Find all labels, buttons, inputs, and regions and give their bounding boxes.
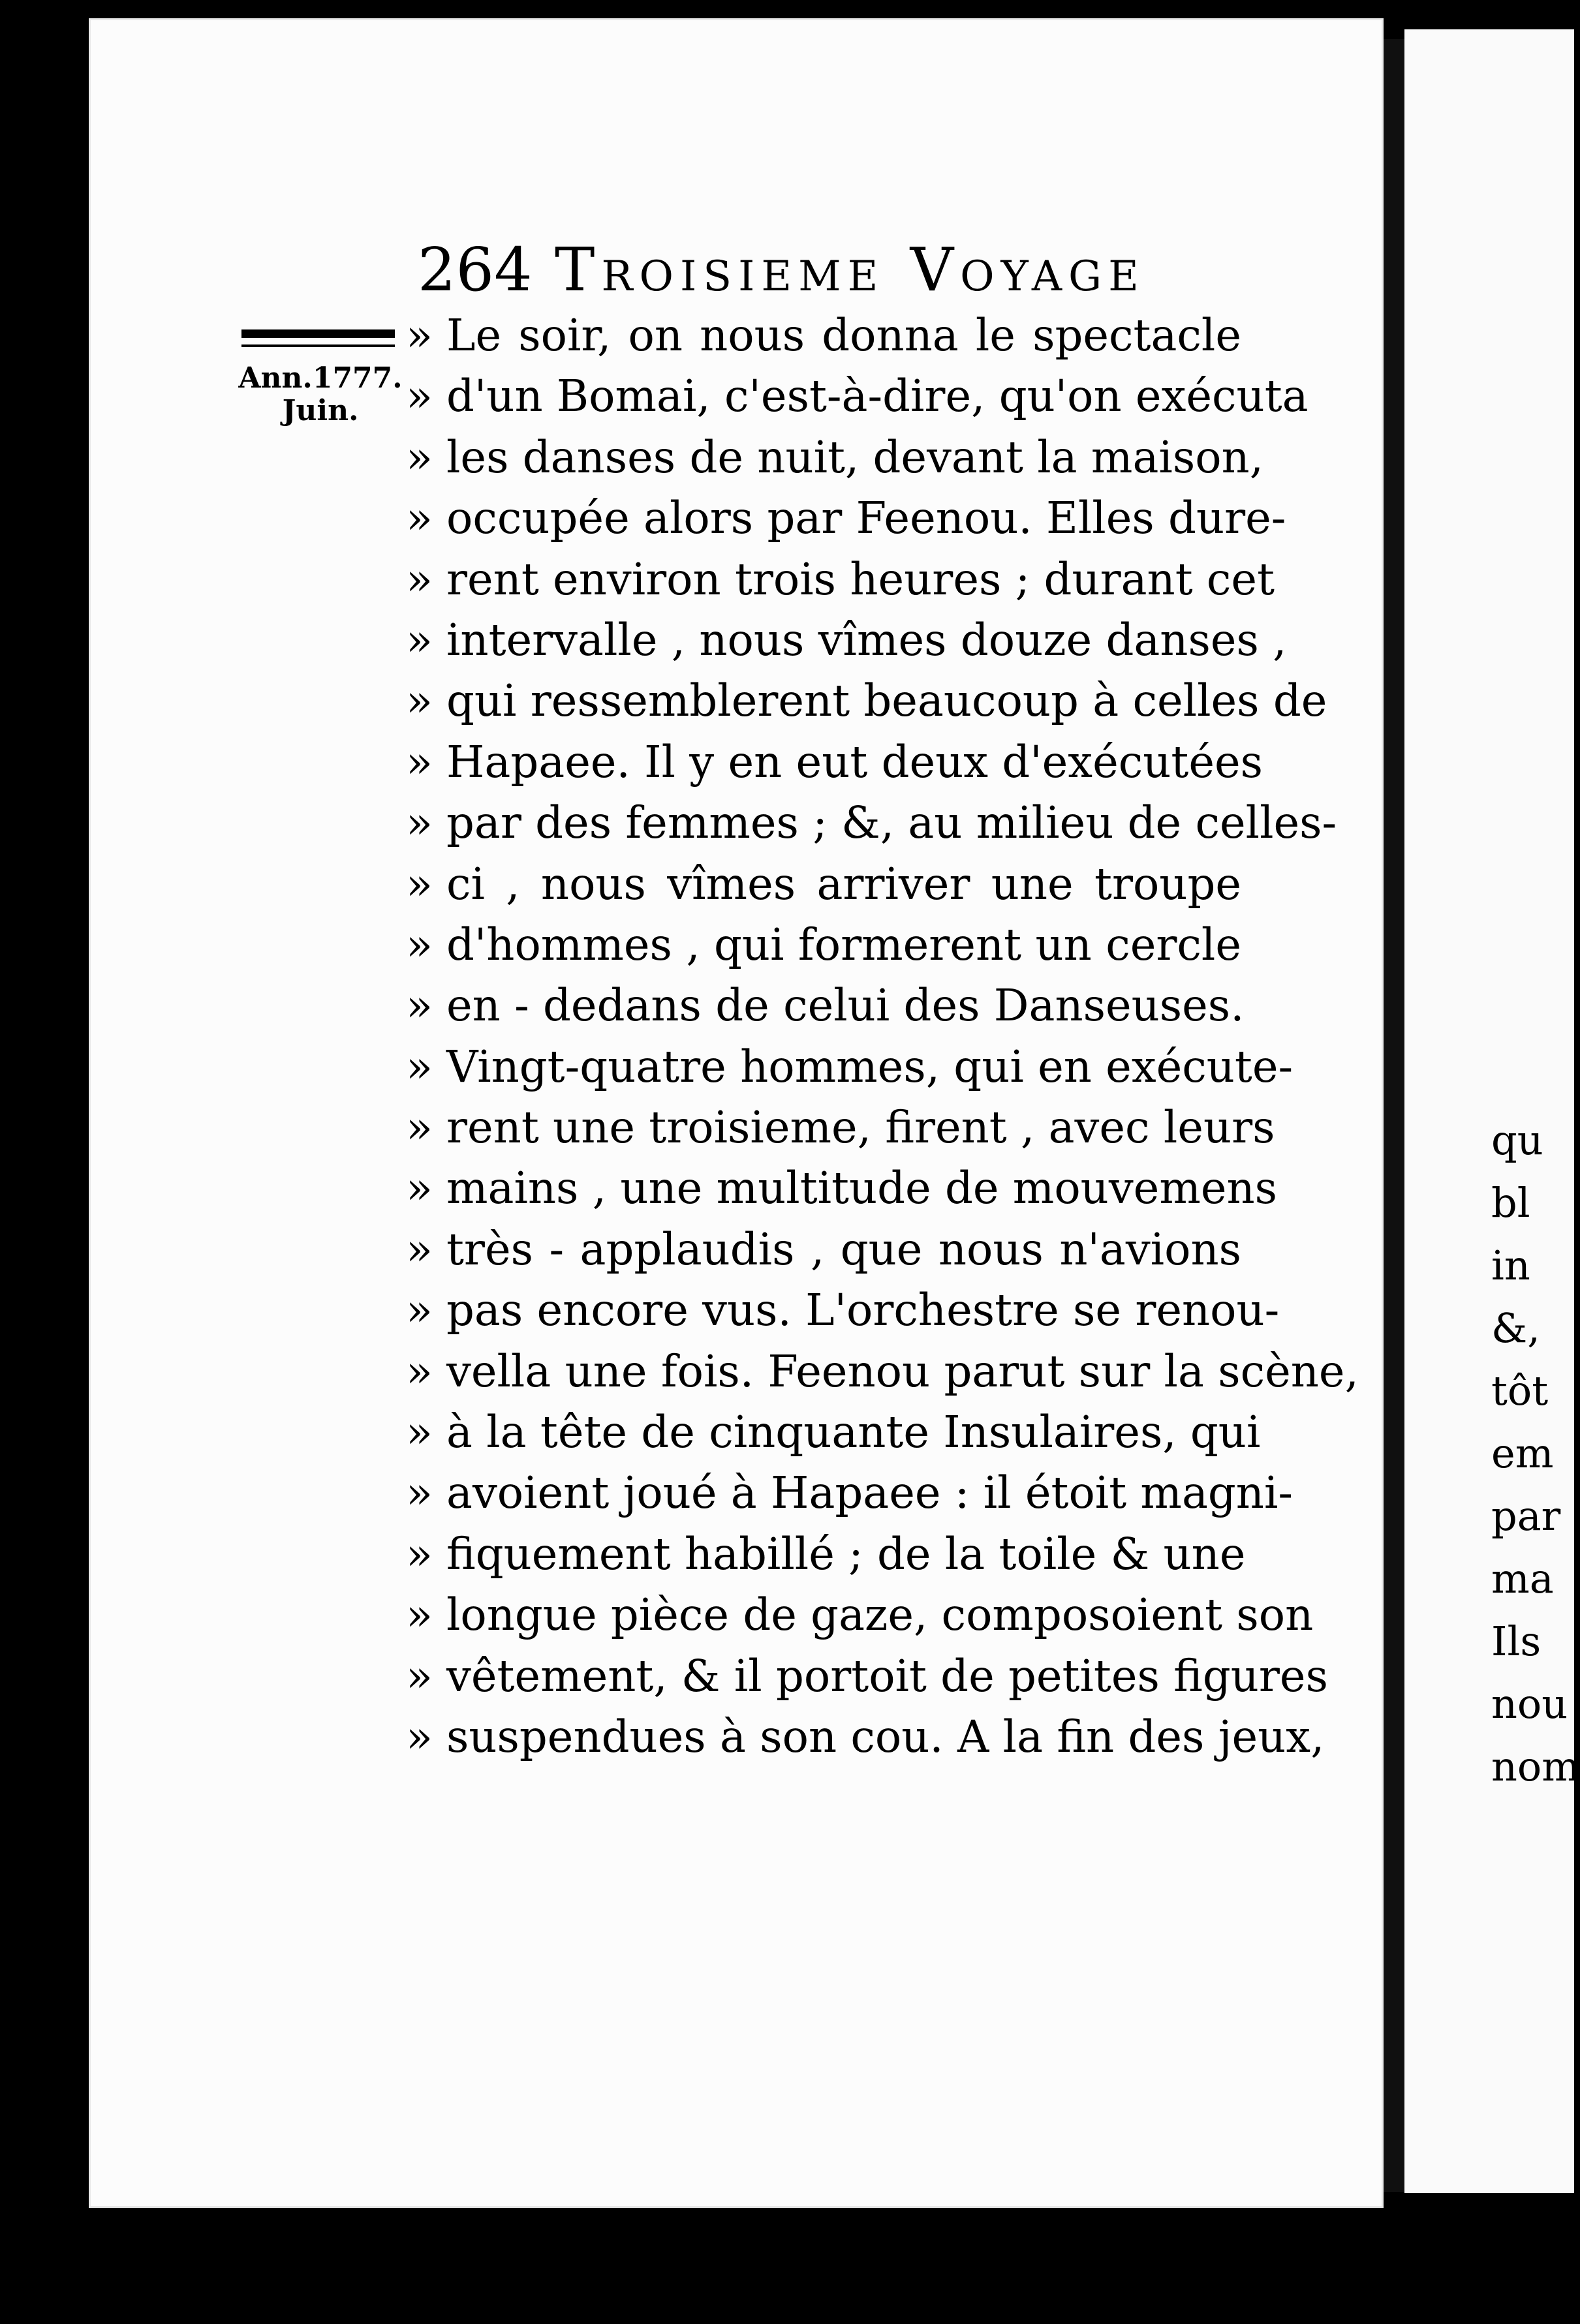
quote-mark: » (406, 919, 433, 970)
facing-page-fragment: in (1491, 1242, 1530, 1289)
line-text: mains , une multitude de mouvemens (446, 1163, 1278, 1214)
quote-mark: » (406, 1285, 433, 1336)
line-text: pas encore vus. L'orchestre se renou- (446, 1285, 1280, 1336)
body-text (406, 305, 1359, 1767)
quote-mark: » (406, 797, 433, 849)
facing-page-fragment: tôt (1491, 1367, 1549, 1414)
line-text: en - dedans de celui des Danseuses. (446, 980, 1245, 1032)
line-text: rent une troisieme, firent , avec leurs (446, 1102, 1275, 1154)
book-spine-gutter (1384, 39, 1404, 2192)
quote-mark: » (406, 614, 433, 665)
text-line (406, 1341, 1359, 1402)
quote-mark: » (406, 980, 433, 1032)
line-text: vella une fois. Feenou parut sur la scène, (446, 1345, 1359, 1397)
quote-mark: » (406, 371, 433, 422)
line-text: suspendues à son cou. A la fin des jeux, (446, 1711, 1325, 1762)
line-text: d'un Bomai, c'est-à-dire, qu'on exécuta (446, 371, 1309, 422)
quote-mark: » (406, 553, 433, 605)
text-line (406, 488, 1286, 549)
line-text: Vingt-quatre hommes, qui en exécute- (446, 1041, 1293, 1092)
quote-mark: » (406, 1711, 433, 1762)
quote-mark: » (406, 310, 433, 361)
quote-mark: » (406, 1041, 433, 1092)
line-text: rent environ trois heures ; durant cet (446, 553, 1275, 605)
line-text: qui ressemblerent beaucoup à celles de (446, 675, 1327, 727)
line-text: occupée alors par Feenou. Elles dure- (446, 493, 1286, 544)
facing-page-fragment: ma (1491, 1555, 1554, 1602)
text-line (406, 1524, 1246, 1585)
facing-page-fragment: em (1491, 1430, 1554, 1477)
margin-note-year: Ann.1777. (238, 361, 403, 395)
line-text: Hapaee. Il y en eut deux d'exécutées (446, 736, 1263, 787)
quote-mark: » (406, 858, 433, 910)
text-line (406, 366, 1309, 427)
text-line (406, 1463, 1293, 1523)
quote-mark: » (406, 1345, 433, 1397)
quote-mark: » (406, 1650, 433, 1702)
running-title: Troisieme Voyage (555, 235, 1145, 305)
margin-note-month: Juin. (282, 394, 359, 427)
text-line (406, 1037, 1293, 1097)
quote-mark: » (406, 1223, 433, 1275)
facing-page-fragment: par (1491, 1492, 1561, 1540)
text-line (406, 1097, 1275, 1158)
line-text: fiquement habillé ; de la toile & une (446, 1528, 1246, 1580)
text-line (406, 1707, 1325, 1767)
quote-mark: » (406, 1589, 433, 1641)
facing-page-fragment: bl (1491, 1179, 1530, 1227)
line-text: avoient joué à Hapaee : il étoit magni- (446, 1467, 1293, 1519)
line-text: très - applaudis , que nous n'avions (446, 1223, 1241, 1275)
text-line (406, 793, 1337, 853)
line-text: à la tête de cinquante Insulaires, qui (446, 1407, 1261, 1458)
line-text: intervalle , nous vîmes douze danses , (446, 614, 1287, 665)
quote-mark: » (406, 675, 433, 727)
facing-page-text (1491, 1109, 1580, 1798)
line-text: longue pièce de gaze, composoient son (446, 1589, 1314, 1641)
quote-mark: » (406, 1163, 433, 1214)
page-number: 264 (418, 235, 533, 305)
margin-rule-thin (241, 344, 395, 347)
text-line (406, 427, 1263, 488)
page-header (418, 235, 1145, 307)
line-text: ci , nous vîmes arriver une troupe (446, 858, 1241, 910)
text-line (406, 1402, 1261, 1463)
quote-mark: » (406, 1102, 433, 1154)
text-line (406, 1219, 1241, 1280)
line-text: vêtement, & il portoit de petites figures (446, 1650, 1328, 1702)
quote-mark: » (406, 431, 433, 483)
line-text: les danses de nuit, devant la maison, (446, 431, 1263, 483)
text-line (406, 1280, 1280, 1341)
quote-mark: » (406, 1407, 433, 1458)
text-line (406, 671, 1327, 731)
quote-mark: » (406, 736, 433, 787)
text-line (406, 732, 1263, 793)
text-line (406, 549, 1275, 610)
text-line (406, 1158, 1278, 1219)
quote-mark: » (406, 1467, 433, 1519)
line-text: par des femmes ; &, au milieu de celles- (446, 797, 1337, 849)
text-line (406, 305, 1241, 366)
quote-mark: » (406, 1528, 433, 1580)
line-text: d'hommes , qui formerent un cercle (446, 919, 1241, 970)
text-line (406, 610, 1287, 671)
facing-page-fragment: nom (1491, 1743, 1580, 1790)
facing-page-fragment: Ils (1491, 1617, 1541, 1665)
facing-page-fragment: qu (1491, 1116, 1543, 1164)
quote-mark: » (406, 493, 433, 544)
text-line (406, 1585, 1314, 1645)
text-line (406, 1646, 1328, 1707)
line-text: Le soir, on nous donna le spectacle (446, 310, 1241, 361)
text-line (406, 854, 1241, 915)
facing-page-fragment: nou (1491, 1680, 1568, 1728)
text-line (406, 975, 1245, 1036)
margin-note (232, 362, 409, 427)
text-line (406, 915, 1241, 975)
margin-rule (241, 329, 395, 338)
facing-page-fragment: &, (1491, 1304, 1540, 1352)
